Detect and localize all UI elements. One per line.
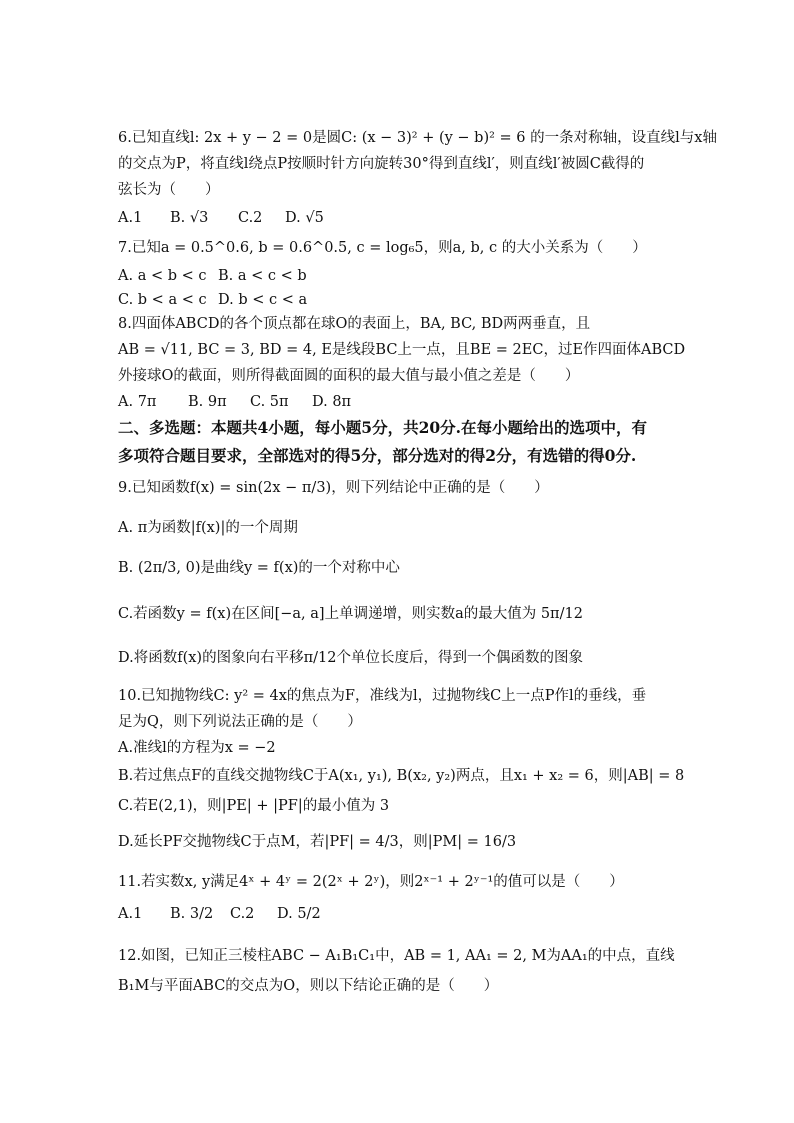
- q8-options: [118, 392, 351, 412]
- section-2-heading-line-1: 二、多选题：本题共4小题，每小题5分，共20分.在每小题给出的选项中，有: [118, 418, 648, 437]
- q8-option-a: A. 7π: [118, 394, 157, 410]
- q6-options: [118, 208, 324, 228]
- q6-option-b: B. √3: [170, 210, 209, 226]
- q6-option-c: C.2: [238, 210, 263, 226]
- q7-option-c: C. b < a < c: [118, 292, 207, 308]
- q11-line-1: 11.若实数x, y满足4ˣ + 4ʸ = 2(2ˣ + 2ʸ)，则2ˣ⁻¹ + 2ʸ⁻¹的值可以是（ ）: [118, 874, 624, 890]
- q10-line-2: 足为Q，则下列说法正确的是（ ）: [118, 714, 362, 730]
- q9-option-a: A. π为函数|f(x)|的一个周期: [118, 520, 298, 536]
- q10-option-d: D.延长PF交抛物线C于点M，若|PF| = 4/3，则|PM| = 16/3: [118, 834, 517, 850]
- section-2-heading-line-2: 多项符合题目要求，全部选对的得5分，部分选对的得2分，有选错的得0分.: [118, 446, 637, 465]
- q6-option-a: A.1: [118, 210, 143, 226]
- q11-options: [118, 904, 321, 924]
- q9-option-c: C.若函数y = f(x)在区间[−a, a]上单调递增，则实数a的最大值为 5π/12: [118, 606, 583, 622]
- q7-option-b: B. a < c < b: [218, 268, 307, 284]
- q12-line-1: 12.如图，已知正三棱柱ABC − A₁B₁C₁中，AB = 1, AA₁ = 2, M为AA₁的中点，直线: [118, 948, 675, 964]
- q6-line-3: 弦长为（ ）: [118, 182, 220, 198]
- q7-option-d: D. b < c < a: [218, 292, 308, 308]
- q11-option-a: A.1: [118, 906, 143, 922]
- q6-option-d: D. √5: [285, 210, 324, 226]
- q7-options-row-2: [118, 290, 307, 310]
- q11-option-d: D. 5/2: [277, 906, 321, 922]
- q7-line-1: 7.已知a = 0.5^0.6, b = 0.6^0.5, c = log₆5，则a, b, c 的大小关系为（ ）: [118, 240, 647, 256]
- q10-line-1: 10.已知抛物线C: y² = 4x的焦点为F，准线为l，过抛物线C上一点P作l的垂线，垂: [118, 688, 647, 704]
- q8-option-b: B. 9π: [188, 394, 227, 410]
- q6-line-1: 6.已知直线l: 2x + y − 2 = 0是圆C: (x − 3)² + (y − b)² = 6 的一条对称轴，设直线l与x轴: [118, 130, 717, 146]
- q7-options-row-1: [118, 266, 307, 286]
- q12-line-2: B₁M与平面ABC的交点为O，则以下结论正确的是（ ）: [118, 978, 499, 994]
- q8-option-c: C. 5π: [250, 394, 289, 410]
- q10-option-a: A.准线l的方程为x = −2: [118, 740, 276, 756]
- q10-option-c: C.若E(2,1)，则|PE| + |PF|的最小值为 3: [118, 798, 390, 814]
- q8-line-1: 8.四面体ABCD的各个顶点都在球O的表面上，BA, BC, BD两两垂直，且: [118, 316, 591, 332]
- q8-option-d: D. 8π: [312, 394, 352, 410]
- q11-option-b: B. 3/2: [170, 906, 214, 922]
- q11-option-c: C.2: [230, 906, 255, 922]
- q6-line-2: 的交点为P，将直线l绕点P按顺时针方向旋转30°得到直线l′，则直线l′被圆C截得的: [118, 156, 645, 172]
- q9-option-d: D.将函数f(x)的图象向右平移π/12个单位长度后，得到一个偶函数的图象: [118, 650, 583, 666]
- q8-line-3: 外接球O的截面，则所得截面圆的面积的最大值与最小值之差是（ ）: [118, 368, 580, 384]
- q7-option-a: A. a < b < c: [118, 268, 207, 284]
- q9-option-b: B. (2π/3, 0)是曲线y = f(x)的一个对称中心: [118, 560, 400, 576]
- q8-line-2: AB = √11, BC = 3, BD = 4, E是线段BC上一点，且BE = 2EC，过E作四面体ABCD: [118, 342, 686, 358]
- q9-line-1: 9.已知函数f(x) = sin(2x − π/3)，则下列结论中正确的是（ ）: [118, 480, 549, 496]
- q10-option-b: B.若过焦点F的直线交抛物线C于A(x₁, y₁), B(x₂, y₂)两点，且x₁ + x₂ = 6，则|AB| = 8: [118, 768, 685, 784]
